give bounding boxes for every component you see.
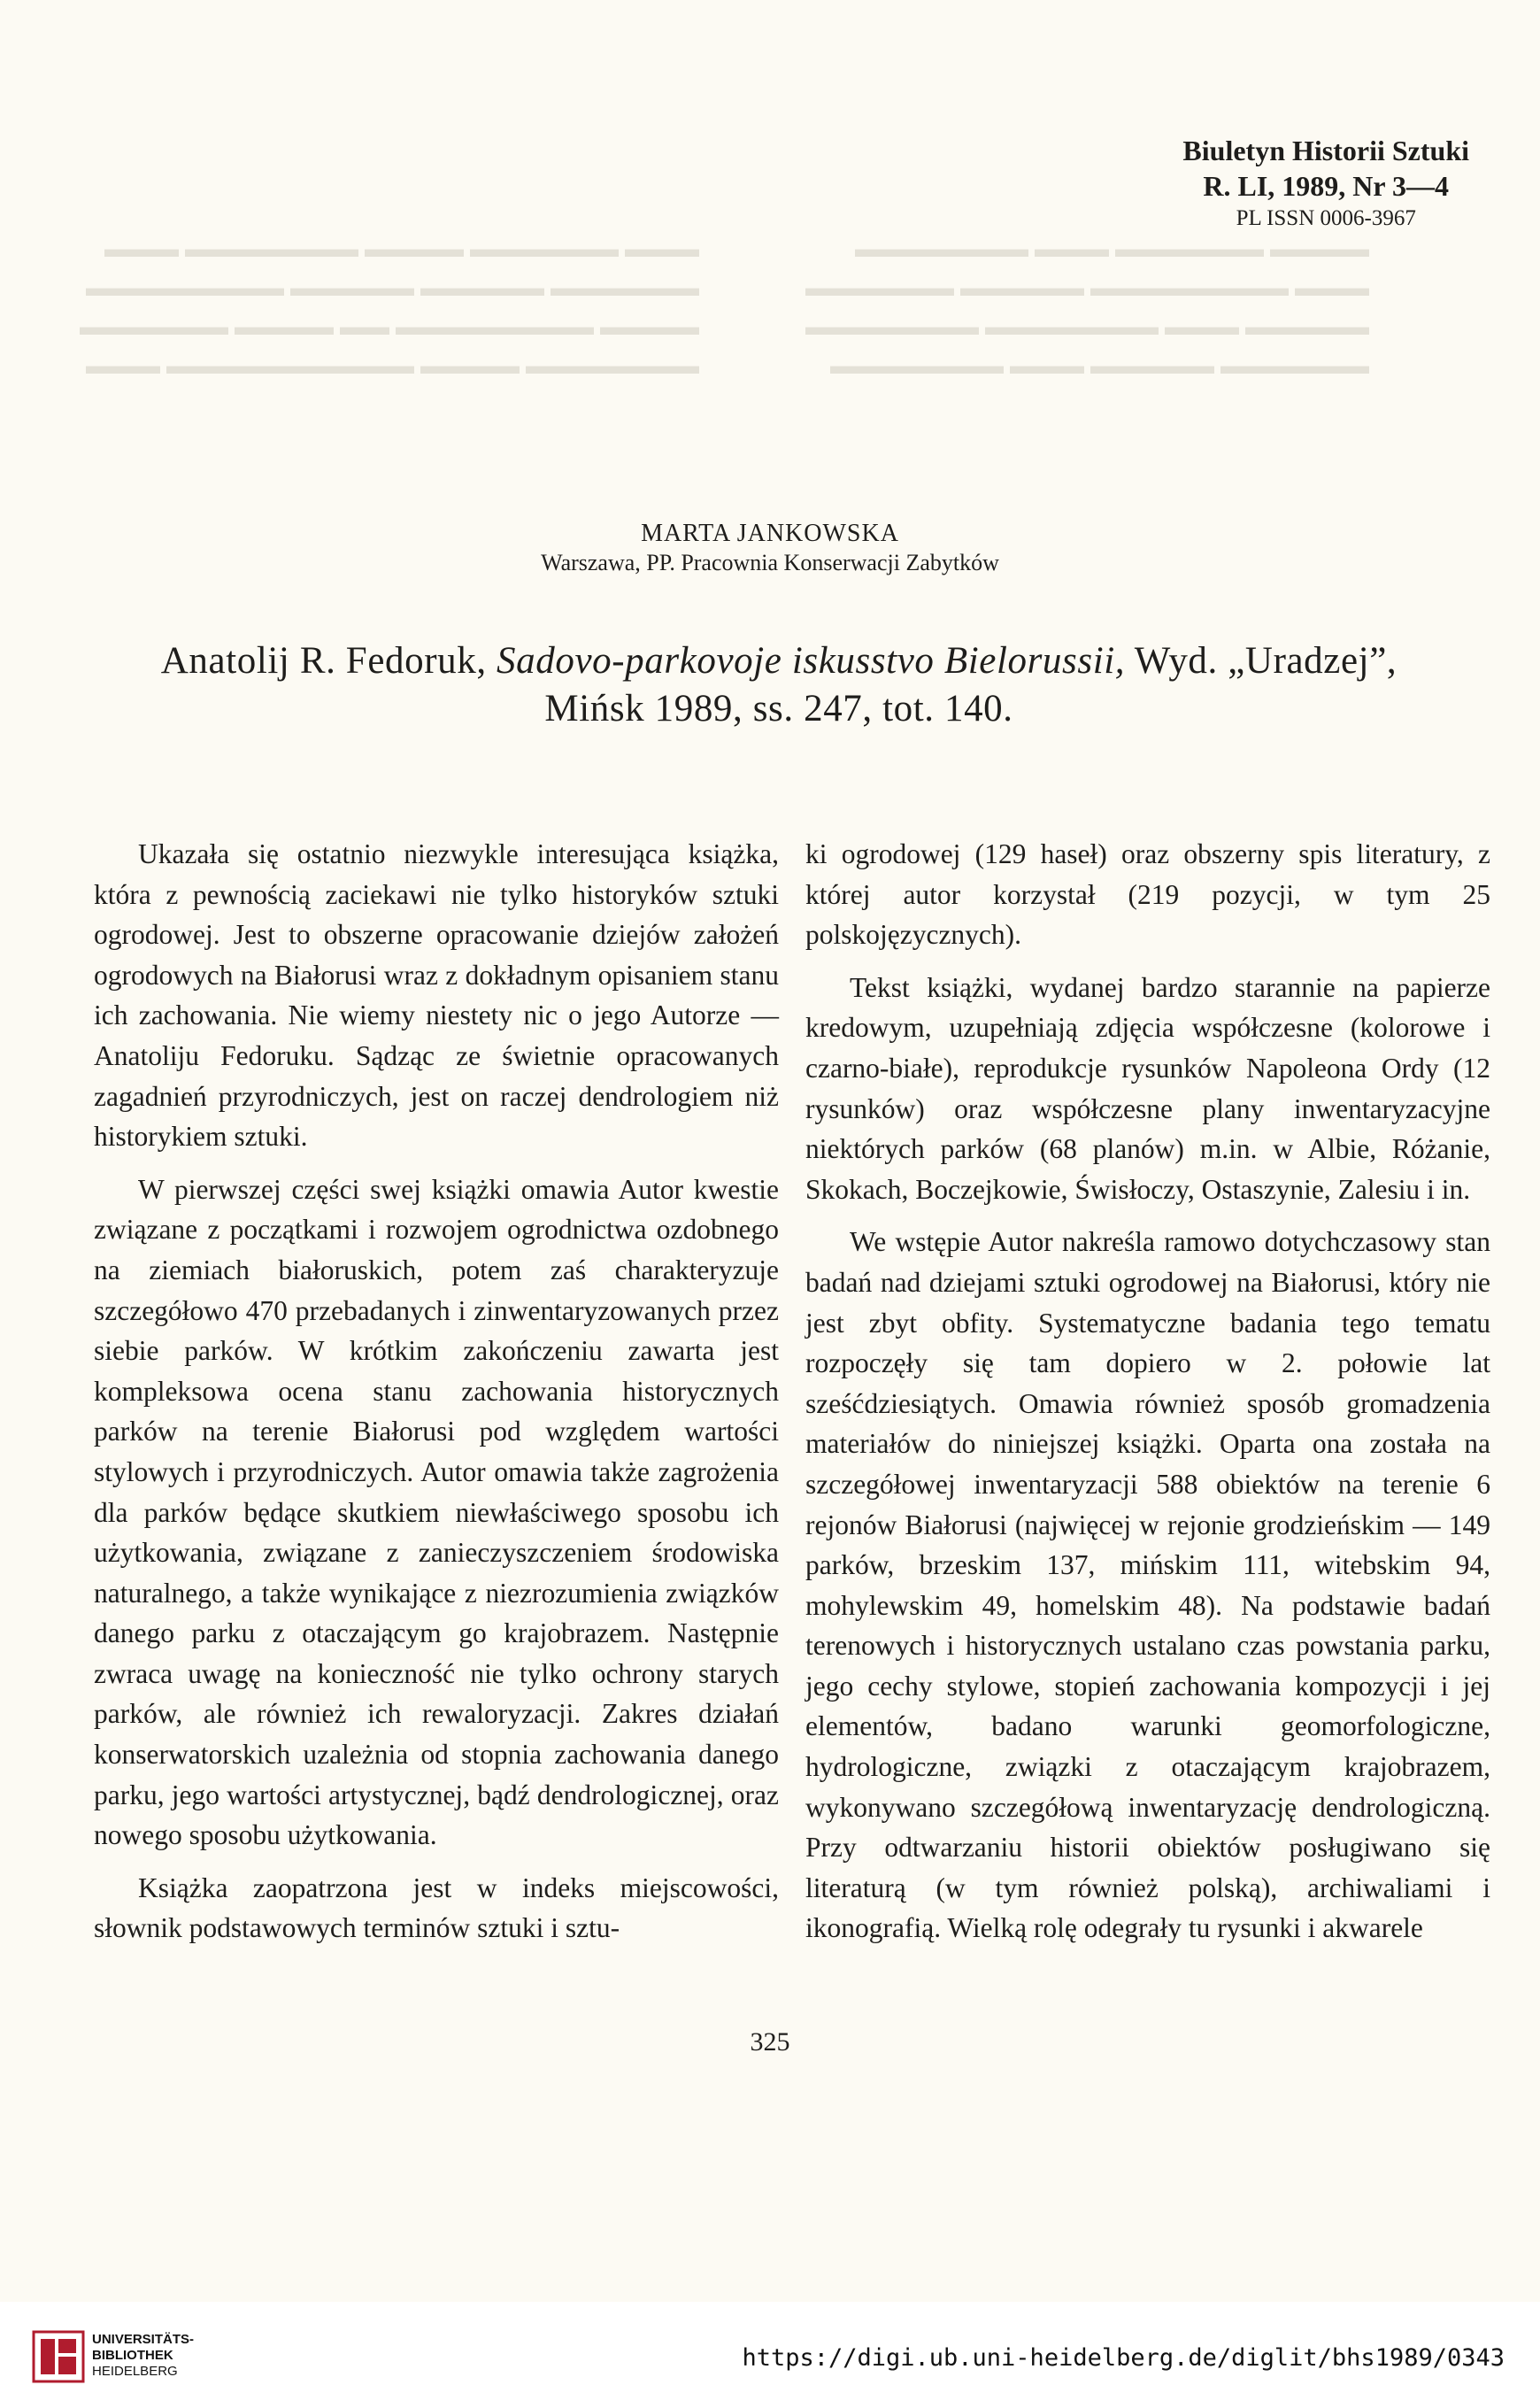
book-publisher: Wyd. „Uradzej”, (1134, 640, 1398, 682)
show-through-text: ▬▬▬ ▬▬▬▬▬▬ ▬▬▬▬ ▬▬▬▬▬▬▬ ▬▬▬ ▬▬▬▬▬▬ ▬▬▬▬▬ ▬▬▬▬▬ ▬▬▬▬▬▬▬▬ ▬▬▬▬ ▬▬▬▬▬▬▬▬ ▬▬ ▬▬▬▬ ▬▬▬▬▬▬ ▬▬▬▬▬▬▬ ▬▬▬▬ ▬▬▬▬▬▬▬▬▬▬ ▬▬▬ (80, 235, 699, 380)
source-url-link[interactable]: https://digi.ub.uni-heidelberg.de/diglit/bhs1989/0343 (742, 2344, 1505, 2372)
author-affiliation: Warszawa, PP. Pracownia Konserwacji Zabytków (541, 550, 999, 575)
paragraph: ki ogrodowej (129 haseł) oraz obszerny spis literatury, z której autor korzystał (219 pozycji, w tym 25 polskojęzycznych). (805, 838, 1490, 951)
book-title: Sadovo-parkovoje iskusstvo Bielorussii, (497, 640, 1126, 682)
paragraph: Tekst książki, wydanej bardzo starannie na papierze kredowym, uzupełniają zdjęcia współczesne (kolorowe i czarno-białe), reprodukcje rysunków Napoleona Ordy (12 rysunków) oraz współczesne plany inwentaryzacyjne niektórych parków (68 planów) m.in. w Albie, Różanie, Skokach, Boczejkowie, Świsłoczy, Ostaszynie, Zalesiu i in. (805, 971, 1490, 1205)
book-author: Anatolij R. Fedoruk, (160, 640, 487, 682)
book-citation (89, 637, 1469, 733)
right-column (805, 834, 1490, 1949)
book-details: Mińsk 1989, ss. 247, tot. 140. (544, 688, 1013, 729)
show-through-text: ▬▬▬▬ ▬▬▬▬▬▬ ▬▬▬ ▬▬▬▬▬▬▬ ▬▬▬ ▬▬▬▬▬▬▬▬ ▬▬▬▬▬ ▬▬▬▬▬▬ ▬▬▬▬▬ ▬▬▬ ▬▬▬▬▬▬▬ ▬▬▬▬▬▬▬ ▬▬▬▬▬▬ ▬▬▬▬▬ ▬▬▬ ▬▬▬▬▬▬▬ (805, 235, 1369, 380)
journal-header (1182, 133, 1469, 234)
review-author (0, 519, 1540, 577)
journal-issn: PL ISSN 0006-3967 (1236, 206, 1416, 230)
paragraph: We wstępie Autor nakreśla ramowo dotychczasowy stan badań nad dziejami sztuki ogrodowej na Białorusi, który nie jest zbyt obfity. Systematyczne badania tego tematu rozpoczęły się tam dopiero w 2. połowie lat sześćdziesiątych. Omawia również sposób gromadzenia materiałów do niniejszej książki. Oparta ona została na szczegółowej inwentaryzacji 588 obiektów na terenie 6 rejonów Białorusi (najwięcej w rejonie grodzieńskim — 149 parków, brzeskim 137, mińskim 111, witebskim 94, mohylewskim 49, homelskim 48). Na podstawie badań terenowych i historycznych ustalano czas powstania parku, jego cechy stylowe, stopień zachowania kompozycji i jej elementów, badano warunki geomorfologiczne, hydrologiczne, związki z otaczającym krajobrazem, wykonywano szczegółową inwentaryzację dendrologiczną. Przy odtwarzaniu historii obiektów posługiwano się literaturą (w tym również polską), archiwaliami i ikonografią. Wielką rolę odegrały tu rysunki i akwarele (805, 1226, 1490, 1944)
university-library-logo-icon (32, 2330, 85, 2383)
journal-name: Biuletyn Historii Sztuki (1182, 135, 1469, 166)
paragraph: Książka zaopatrzona jest w indeks miejscowości, słownik podstawowych terminów sztuki i sztu- (94, 1872, 779, 1944)
paragraph: W pierwszej części swej książki omawia Autor kwestie związane z początkami i rozwojem ogrodnictwa ozdobnego na ziemiach białoruskich, potem zaś charakteryzuje szczegółowo 470 przebadanych i zinwentaryzowanych przez siebie parków. W krótkim zakończeniu zawarta jest kompleksowa ocena stanu zachowania historycznych parków na terenie Białorusi pod względem wartości stylowych i przyrodniczych. Autor omawia także zagrożenia dla parków będące skutkiem niewłaściwego sposobu ich użytkowania, związane z zanieczyszczeniem środowiska naturalnego, a także wynikające z niezrozumienia związków danego parku z otaczającym go krajobrazem. Następnie zwraca uwagę na konieczność nie tylko ochrony starych parków, ale również ich rewaloryzacji. Zakres działań konserwatorskich uzależnia od stopnia zachowania danego parku, jego wartości artystycznej, bądź dendrologicznej, oraz nowego sposobu użytkowania. (94, 1173, 779, 1851)
author-name: MARTA JANKOWSKA (641, 520, 899, 547)
library-name: UNIVERSITÄTS- BIBLIOTHEK HEIDELBERG (92, 2332, 195, 2379)
left-column (94, 834, 779, 1949)
page-number: 325 (750, 2027, 790, 2057)
journal-issue: R. LI, 1989, Nr 3—4 (1203, 170, 1450, 202)
paragraph: Ukazała się ostatnio niezwykle interesująca książka, która z pewnością zaciekawi nie tylko historyków sztuki ogrodowej. Jest to obszerne opracowanie dziejów założeń ogrodowych na Białorusi wraz z dokładnym opisaniem stanu ich zachowania. Nie wiemy niestety nic o jego Autorze — Anatoliju Fedoruku. Sądząc ze świetnie opracowanych zagadnień przyrodniczych, jest on raczej dendrologiem niż historykiem sztuki. (94, 838, 779, 1153)
